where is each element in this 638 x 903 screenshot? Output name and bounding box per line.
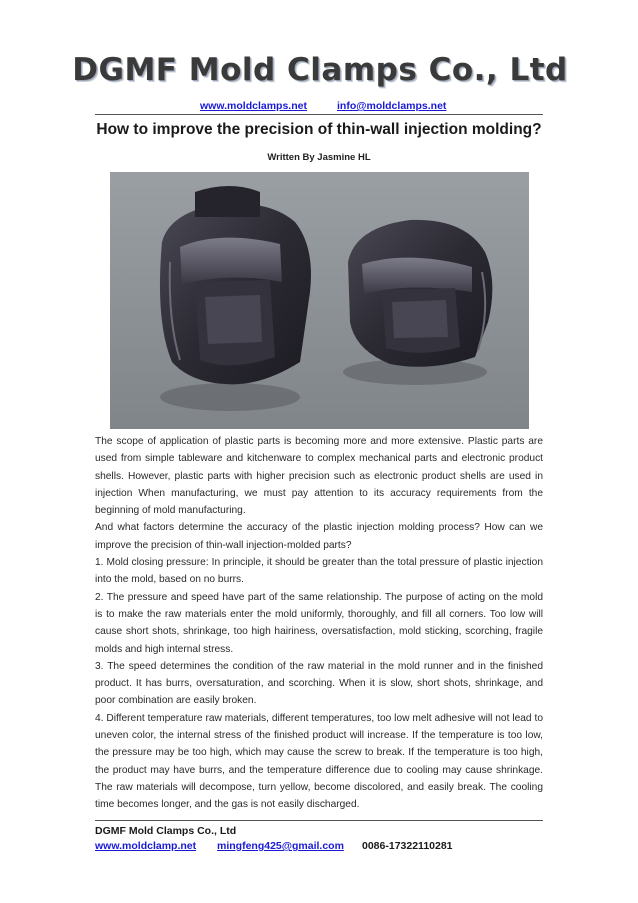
header-website-link[interactable]: www.moldclamps.net: [200, 100, 307, 112]
molded-parts-photo: [110, 172, 529, 429]
footer-email-link[interactable]: mingfeng425@gmail.com: [217, 840, 344, 852]
article-byline: Written By Jasmine HL: [267, 152, 371, 163]
footer-company-name: DGMF Mold Clamps Co., Ltd: [95, 825, 237, 837]
footer-website-link[interactable]: www.moldclamp.net: [95, 840, 197, 852]
footer-phone: 0086-17322110281: [362, 840, 453, 852]
footer-divider: [95, 820, 543, 821]
paragraph-point-2: 2. The pressure and speed have part of the same relationship. The purpose of acting on the mold is to make the raw materials enter the mold uniformly, thoroughly, and fill all corners. Too low will cause short shots, shrinkage, too high hairiness, oversatisfaction, mold sticking, scorching, fragile molds and high internal stress.: [95, 591, 543, 655]
paragraph-intro: The scope of application of plastic parts is becoming more and more extensive. Plastic parts are used from simple tableware and kitchenware to complex mechanical parts and electronic product shells. However, plastic parts with higher precision such as electronic product shells are used in injection When manufacturing, we must pay attention to its accuracy requirements from the beginning of mold manufacturing.: [95, 436, 543, 517]
company-logo: [72, 46, 568, 94]
footer-contact-row: [95, 840, 555, 854]
logo-text: DGMF Mold Clamps Co., Ltd: [72, 52, 568, 88]
page-footer: [95, 825, 555, 854]
paragraph-point-1: 1. Mold closing pressure: In principle, it should be greater than the total pressure of plastic injection into the mold, based on no burrs.: [95, 557, 543, 586]
article-title: How to improve the precision of thin-wall injection molding?: [96, 121, 542, 138]
header-contact-row: [0, 100, 638, 114]
header-divider: [95, 114, 543, 115]
paragraph-point-3: 3. The speed determines the condition of the raw material in the mold runner and in the finished product. It has burrs, oversaturation, and scorching. When it is slow, short shots, shrinkage, and poor combination are easily broken.: [95, 660, 543, 707]
paragraph-point-4: 4. Different temperature raw materials, different temperatures, too low melt adhesive will not lead to uneven color, the internal stress of the finished product will increase. If the temperature is too low, the pressure may be too high, which may cause the screw to break. If the temperature is too high, the product may have burrs, and the temperature difference due to cooling may cause shrinkage. The raw materials will decompose, turn yellow, become discolored, and easily break. The cooling time becomes longer, and the gas is not easily discharged.: [95, 712, 543, 811]
header-email-link[interactable]: info@moldclamps.net: [337, 100, 447, 112]
article-body: [95, 433, 543, 814]
paragraph-question: And what factors determine the accuracy of the plastic injection molding process? How can we improve the precision of thin-wall injection-molded parts?: [95, 522, 543, 551]
